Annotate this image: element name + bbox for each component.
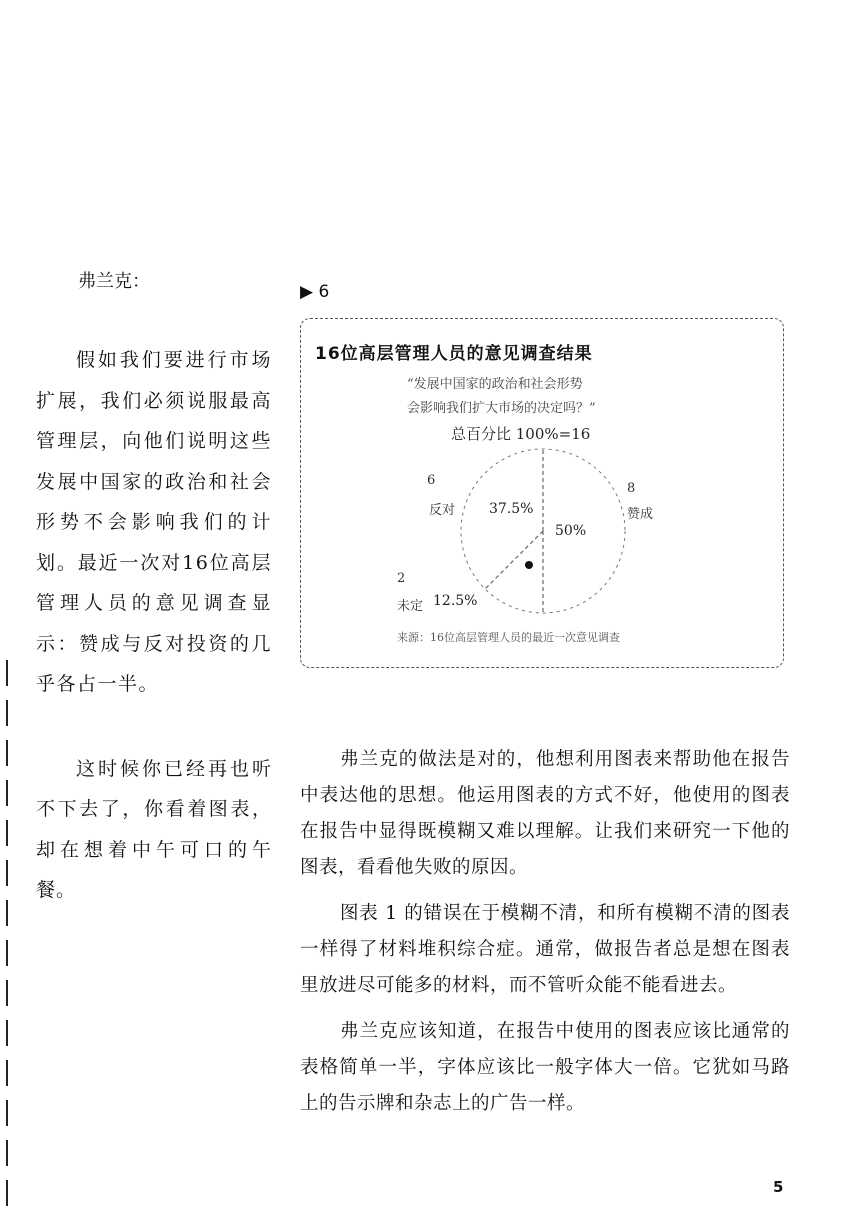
figure-title: 16位高层管理人员的意见调查结果 bbox=[315, 344, 593, 364]
slice-count-favor: 8 bbox=[627, 481, 636, 496]
sidebar-paragraph-2: 这时候你已经再也听不下去了，你看着图表，却在想着中午可口的午餐。 bbox=[36, 757, 272, 901]
slice-label-undecided: 未定 bbox=[397, 599, 424, 614]
figure-source: 来源：16位高层管理人员的最近一次意见调查 bbox=[397, 631, 620, 644]
page-number: 5 bbox=[773, 1178, 784, 1196]
figure-question-line-1: “发展中国家的政治和社会形势 bbox=[407, 377, 583, 392]
sidebar-column bbox=[36, 262, 272, 911]
slice-count-oppose: 6 bbox=[427, 473, 436, 488]
slice-percent-favor: 50% bbox=[555, 523, 587, 539]
pie-marker-dot bbox=[525, 561, 533, 569]
sidebar-paragraph-1: 假如我们要进行市场扩展，我们必须说服最高管理层，向他们说明这些发展中国家的政治和社会形势不会影响我们的计划。最近一次对16位高层管理人员的意见调查显示：赞成与反对投资的几乎各占一半。 bbox=[36, 349, 272, 695]
main-paragraph-3: 弗兰克应该知道，在报告中使用的图表应该比通常的表格简单一半，字体应该比一般字体大一倍。它犹如马路上的告示牌和杂志上的广告一样。 bbox=[300, 1021, 790, 1114]
slice-percent-oppose: 37.5% bbox=[489, 501, 534, 517]
main-text bbox=[300, 742, 790, 1132]
main-paragraph-1: 弗兰克的做法是对的，他想利用图表来帮助他在报告中表达他的思想。他运用图表的方式不好，他使用的图表在报告中显得既模糊又难以理解。让我们来研究一下他的图表，看看他失败的原因。 bbox=[300, 749, 790, 878]
slice-label-favor: 赞成 bbox=[627, 507, 654, 522]
figure-number: ▶ 6 bbox=[300, 282, 330, 302]
slice-count-undecided: 2 bbox=[397, 571, 406, 586]
slice-boundary-反对 bbox=[485, 531, 543, 589]
figure-box bbox=[300, 318, 784, 668]
figure-question-line-2: 会影响我们扩大市场的决定吗？” bbox=[407, 401, 596, 416]
slice-label-oppose: 反对 bbox=[429, 503, 456, 518]
pie-chart bbox=[301, 319, 785, 669]
main-paragraph-2: 图表 1 的错误在于模糊不清，和所有模糊不清的图表一样得了材料堆积综合症。通常，做报告者总是想在图表里放进尽可能多的材料，而不管听众能不能看进去。 bbox=[300, 903, 790, 996]
salutation: 弗兰克： bbox=[78, 271, 150, 292]
slice-percent-undecided: 12.5% bbox=[433, 593, 478, 609]
figure-total: 总百分比 100%=16 bbox=[451, 425, 591, 443]
margin-rule bbox=[6, 660, 8, 1220]
